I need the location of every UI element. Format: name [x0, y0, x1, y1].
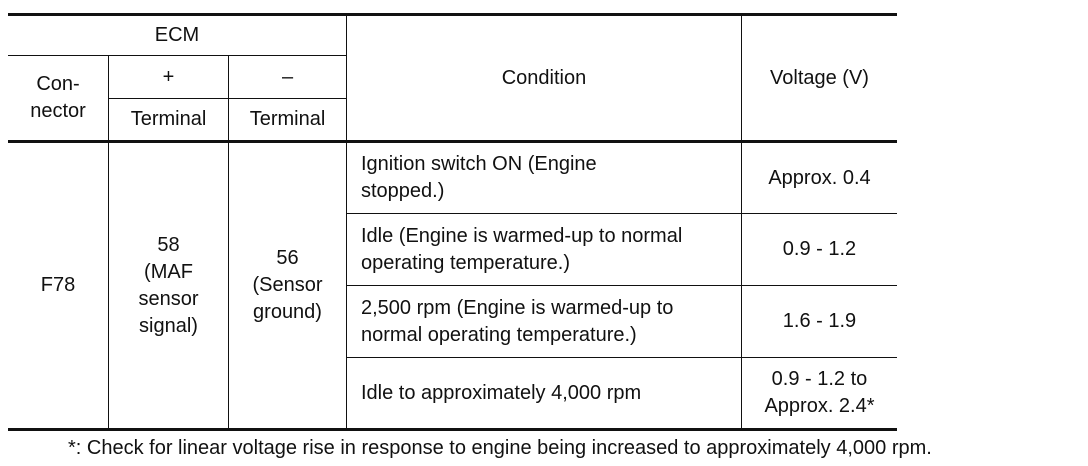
condition-cell-3: 2,500 rpm (Engine is warmed-up to normal operating temperature.)	[361, 296, 674, 346]
voltage-cell-1: Approx. 0.4	[768, 166, 871, 189]
condition-cell-1: Ignition switch ON (Engine stopped.)	[361, 153, 597, 202]
condition-cell-2: Idle (Engine is warmed-up to normal operating temperature.)	[361, 224, 683, 274]
connector-header: Con- nector	[30, 73, 86, 122]
footnote: *: Check for linear voltage rise in response to engine being increased to approximately 4,000 rpm.	[68, 437, 932, 459]
voltage-header: Voltage (V)	[770, 66, 869, 89]
connector-value: F78	[40, 274, 76, 296]
voltage-cell-3: 1.6 - 1.9	[782, 310, 857, 332]
table-bottom-rule	[8, 428, 897, 431]
terminal-plus-header: Terminal	[130, 108, 207, 130]
plus-terminal-value: 58 (MAF sensor signal)	[138, 233, 199, 337]
condition-header: Condition	[501, 66, 587, 89]
plus-header: +	[162, 65, 175, 88]
ecm-header: ECM	[154, 24, 200, 46]
condition-cell-4: Idle to approximately 4,000 rpm	[361, 381, 642, 404]
voltage-table	[8, 13, 897, 430]
voltage-cell-2: 0.9 - 1.2	[782, 238, 857, 260]
voltage-cell-4: 0.9 - 1.2 to Approx. 2.4*	[764, 368, 875, 417]
minus-terminal-value: 56 (Sensor ground)	[252, 247, 323, 323]
terminal-minus-header: Terminal	[249, 108, 326, 130]
minus-header: –	[281, 65, 294, 88]
